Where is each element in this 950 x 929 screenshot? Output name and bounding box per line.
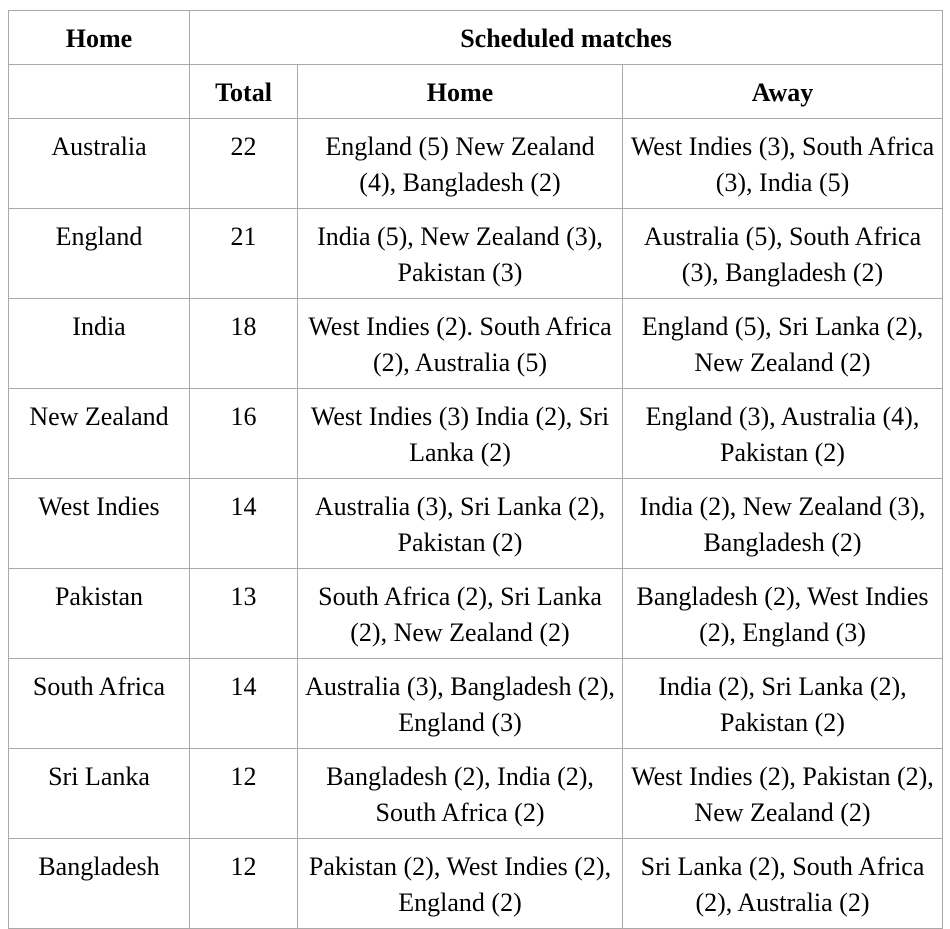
team-column-header: Home (9, 11, 190, 65)
team-cell: Pakistan (9, 569, 190, 659)
team-cell: West Indies (9, 479, 190, 569)
away-matches-cell: England (5), Sri Lanka (2), New Zealand (2) (623, 299, 943, 389)
table-row (9, 479, 943, 569)
home-column-header: Home (298, 65, 623, 119)
header-row-top (9, 11, 943, 65)
home-matches-cell: India (5), New Zealand (3), Pakistan (3) (298, 209, 623, 299)
away-matches-cell: West Indies (3), South Africa (3), India (5) (623, 119, 943, 209)
table-row (9, 749, 943, 839)
home-matches-cell: West Indies (2). South Africa (2), Australia (5) (298, 299, 623, 389)
home-matches-cell: South Africa (2), Sri Lanka (2), New Zealand (2) (298, 569, 623, 659)
table-row (9, 569, 943, 659)
home-matches-cell: West Indies (3) India (2), Sri Lanka (2) (298, 389, 623, 479)
team-cell: South Africa (9, 659, 190, 749)
total-cell: 21 (190, 209, 298, 299)
home-matches-cell: Australia (3), Bangladesh (2), England (3) (298, 659, 623, 749)
scheduled-matches-header: Scheduled matches (190, 11, 943, 65)
team-cell: Bangladesh (9, 839, 190, 929)
away-matches-cell: India (2), New Zealand (3), Bangladesh (2) (623, 479, 943, 569)
table-body (9, 119, 943, 929)
table-row (9, 659, 943, 749)
home-matches-cell: Australia (3), Sri Lanka (2), Pakistan (2) (298, 479, 623, 569)
total-cell: 22 (190, 119, 298, 209)
away-matches-cell: England (3), Australia (4), Pakistan (2) (623, 389, 943, 479)
table-row (9, 839, 943, 929)
home-matches-cell: Bangladesh (2), India (2), South Africa (2) (298, 749, 623, 839)
away-matches-cell: Bangladesh (2), West Indies (2), England (3) (623, 569, 943, 659)
total-column-header: Total (190, 65, 298, 119)
away-matches-cell: Sri Lanka (2), South Africa (2), Australia (2) (623, 839, 943, 929)
schedule-table (8, 10, 943, 929)
table-row (9, 299, 943, 389)
table-row (9, 119, 943, 209)
table-row (9, 209, 943, 299)
total-cell: 12 (190, 749, 298, 839)
table-row (9, 389, 943, 479)
home-matches-cell: Pakistan (2), West Indies (2), England (2) (298, 839, 623, 929)
total-cell: 12 (190, 839, 298, 929)
away-column-header: Away (623, 65, 943, 119)
total-cell: 14 (190, 659, 298, 749)
team-cell: New Zealand (9, 389, 190, 479)
team-subheader-empty (9, 65, 190, 119)
team-cell: England (9, 209, 190, 299)
total-cell: 14 (190, 479, 298, 569)
total-cell: 16 (190, 389, 298, 479)
team-cell: Australia (9, 119, 190, 209)
home-matches-cell: England (5) New Zealand (4), Bangladesh (2) (298, 119, 623, 209)
team-cell: Sri Lanka (9, 749, 190, 839)
total-cell: 13 (190, 569, 298, 659)
away-matches-cell: India (2), Sri Lanka (2), Pakistan (2) (623, 659, 943, 749)
total-cell: 18 (190, 299, 298, 389)
table-header (9, 11, 943, 119)
away-matches-cell: West Indies (2), Pakistan (2), New Zealand (2) (623, 749, 943, 839)
away-matches-cell: Australia (5), South Africa (3), Bangladesh (2) (623, 209, 943, 299)
team-cell: India (9, 299, 190, 389)
header-row-sub (9, 65, 943, 119)
